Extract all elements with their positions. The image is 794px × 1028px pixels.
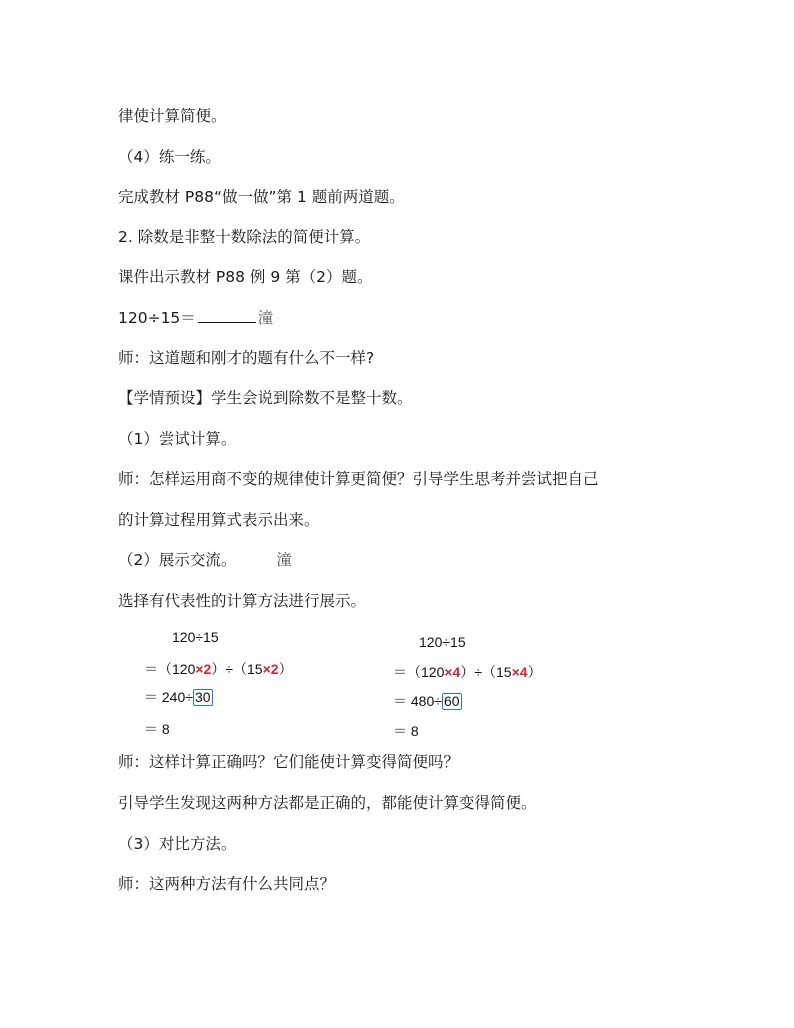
answer-blank bbox=[198, 308, 256, 323]
calc-part: ）÷（15 bbox=[460, 664, 512, 680]
text-line bbox=[118, 550, 292, 570]
text-line: 完成教材 P88“做一做”第 1 题前两道题。 bbox=[118, 188, 405, 206]
text-line: （1）尝试计算。 bbox=[118, 430, 237, 448]
step-label: （2）展示交流。 bbox=[118, 551, 237, 569]
text-line: 的计算过程用算式表示出来。 bbox=[118, 511, 320, 529]
problem-expression: 120÷15＝ bbox=[118, 309, 196, 327]
calc-expression: 120÷15 bbox=[172, 629, 219, 645]
highlighted-divisor: 60 bbox=[443, 693, 460, 709]
calc-factor: ×2 bbox=[262, 661, 279, 677]
problem-line bbox=[118, 308, 273, 328]
teacher-line: 师：怎样运用商不变的规律使计算更简便？引导学生思考并尝试把自己 bbox=[118, 470, 599, 488]
text-line: 引导学生发现这两种方法都是正确的，都能使计算变得简便。 bbox=[118, 794, 537, 812]
calc-part: ＝（120 bbox=[144, 661, 196, 677]
calc-factor: ×4 bbox=[511, 664, 528, 680]
calc-part: ＝ 480÷ bbox=[393, 693, 442, 709]
calc-part: ） bbox=[278, 661, 293, 677]
calc-part: ＝（120 bbox=[393, 664, 445, 680]
calc-result: ＝ 8 bbox=[144, 721, 170, 737]
calc-result: ＝ 8 bbox=[393, 723, 419, 739]
text-line: 课件出示教材 P88 例 9 第（2）题。 bbox=[118, 268, 373, 286]
text-line: 律使计算简便。 bbox=[118, 107, 227, 125]
teacher-line: 师：这道题和刚才的题有什么不一样? bbox=[118, 349, 375, 367]
calc-factor: ×4 bbox=[444, 664, 461, 680]
text-line: （3）对比方法。 bbox=[118, 835, 237, 853]
calc-step bbox=[144, 688, 213, 706]
calc-part: ） bbox=[527, 664, 542, 680]
calc-expression: 120÷15 bbox=[419, 634, 466, 650]
section-heading: 2. 除数是非整十数除法的简便计算。 bbox=[118, 228, 371, 246]
text-line: （4）练一练。 bbox=[118, 148, 221, 166]
calc-factor: ×2 bbox=[195, 661, 212, 677]
calc-step bbox=[144, 660, 293, 678]
preset-line: 【学情预设】学生会说到除数不是整十数。 bbox=[118, 389, 413, 407]
calc-part: ）÷（15 bbox=[211, 661, 263, 677]
teacher-line: 师：这样计算正确吗？它们能使计算变得简便吗？ bbox=[118, 753, 460, 771]
text-line: 选择有代表性的计算方法进行展示。 bbox=[118, 592, 367, 610]
stray-character: 潼 bbox=[276, 551, 292, 569]
highlighted-divisor: 30 bbox=[194, 689, 211, 705]
teacher-line: 师：这两种方法有什么共同点？ bbox=[118, 875, 336, 893]
calc-step bbox=[393, 663, 542, 681]
calc-step bbox=[393, 692, 462, 710]
calc-part: ＝ 240÷ bbox=[144, 689, 193, 705]
stray-character: 潼 bbox=[257, 309, 274, 327]
